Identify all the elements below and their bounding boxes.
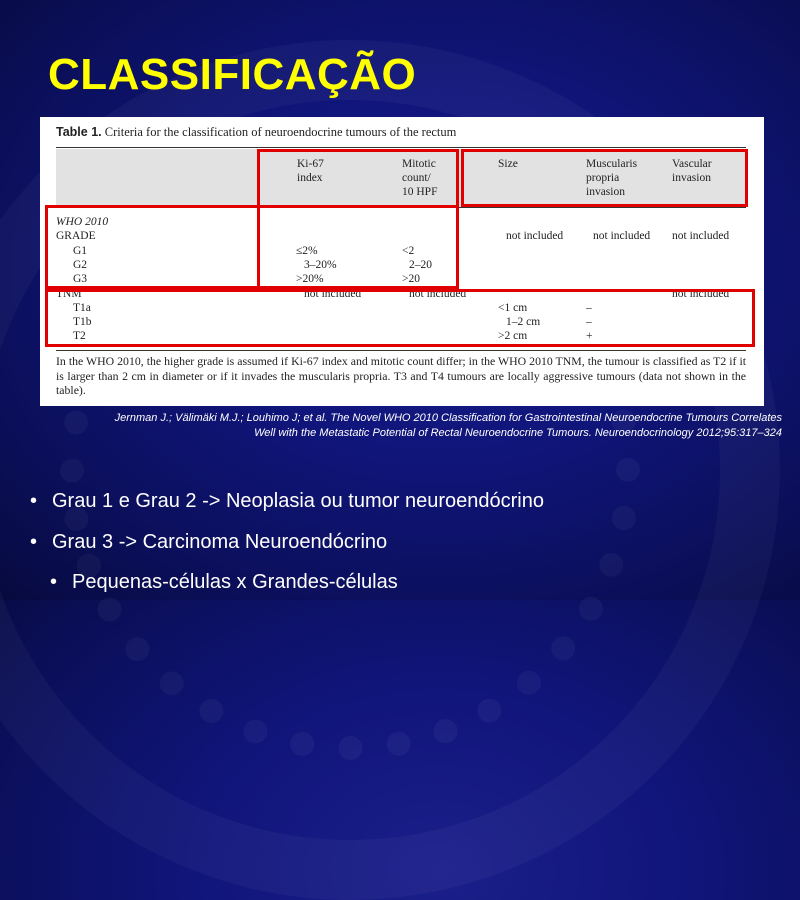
bullet-item <box>30 531 387 554</box>
highlight-box-tnm-criteria <box>461 149 748 207</box>
header-muscularis: Muscularis propria invasion <box>586 158 638 198</box>
tnm-t1a: T1a <box>73 302 91 314</box>
highlight-box-tnm-rows <box>45 289 755 347</box>
tnm-label: TNM <box>56 288 82 300</box>
tnm-t1b-size: 1–2 cm <box>506 316 541 328</box>
tnm-t2-muscularis: + <box>586 330 593 342</box>
reference-citation <box>12 411 782 441</box>
tnm-ki67: not included <box>304 288 362 300</box>
bullet-text: Grau 3 -> Carcinoma Neuroendócrino <box>52 531 388 553</box>
bullet-marker: • <box>50 571 58 593</box>
highlight-box-grade-rows <box>45 205 459 289</box>
bullet-marker: • <box>30 531 38 553</box>
bullet-item-sub <box>50 571 398 594</box>
tnm-t1b: T1b <box>73 316 92 328</box>
table-image <box>40 117 764 406</box>
grade-size: not included <box>506 230 564 242</box>
tnm-mitotic: not included <box>409 288 467 300</box>
grade-vascular: not included <box>672 230 730 242</box>
grade-muscularis: not included <box>593 230 651 242</box>
table-rule-top <box>56 147 746 148</box>
table-caption <box>56 125 456 140</box>
reference-line-2: Well with the Metastatic Potential of Rectal Neuroendocrine Tumours. Neuroendocrinology 2012;95:317–324 <box>254 427 782 439</box>
bullet-item <box>30 490 544 513</box>
tnm-t1a-size: <1 cm <box>498 302 528 314</box>
grade-g1: G1 <box>73 245 88 257</box>
grade-g2-mitotic: 2–20 <box>409 259 432 271</box>
slide-title: CLASSIFICAÇÃO <box>48 50 417 99</box>
table-rule-bottom <box>56 350 746 351</box>
tnm-t2: T2 <box>73 330 86 342</box>
who-label: WHO 2010 <box>56 216 109 228</box>
header-vascular: Vascular invasion <box>672 158 712 184</box>
tnm-t2-size: >2 cm <box>498 330 528 342</box>
grade-g1-mitotic: <2 <box>402 245 415 257</box>
grade-label: GRADE <box>56 230 96 242</box>
grade-g3: G3 <box>73 273 88 285</box>
grade-g3-mitotic: >20 <box>402 273 420 285</box>
table-caption-text: Criteria for the classification of neuroendocrine tumours of the rectum <box>101 125 457 139</box>
header-size: Size <box>498 158 518 170</box>
grade-g2: G2 <box>73 259 88 271</box>
reference-line-1: Jernman J.; Välimäki M.J.; Louhimo J; et al. The Novel WHO 2010 Classification for Gastrointestinal Neuroendocrine Tumours Correlates <box>114 412 782 424</box>
bullet-text: Pequenas-células x Grandes-células <box>72 571 398 593</box>
bullet-text: Grau 1 e Grau 2 -> Neoplasia ou tumor neuroendócrino <box>52 490 544 512</box>
tnm-vascular: not included <box>672 288 730 300</box>
grade-g1-ki67: ≤2% <box>296 245 318 257</box>
grade-g2-ki67: 3–20% <box>304 259 337 271</box>
header-ki67: Ki-67 index <box>297 158 324 184</box>
bullet-marker: • <box>30 490 38 512</box>
header-mitotic: Mitotic count/ 10 HPF <box>402 158 438 198</box>
tnm-t1a-muscularis: – <box>586 302 592 314</box>
table-footnote: In the WHO 2010, the higher grade is assumed if Ki-67 index and mitotic count differ; in the WHO 2010 TNM, the tumour is classified as T2 if it is larger than 2 cm in diameter or if it invades the muscularis propria. T3 and T4 tumours are locally aggressive tumours (data not shown in the table). <box>56 354 746 397</box>
table-caption-label: Table 1. <box>56 125 102 139</box>
grade-g3-ki67: >20% <box>296 273 324 285</box>
tnm-t1b-muscularis: – <box>586 316 592 328</box>
